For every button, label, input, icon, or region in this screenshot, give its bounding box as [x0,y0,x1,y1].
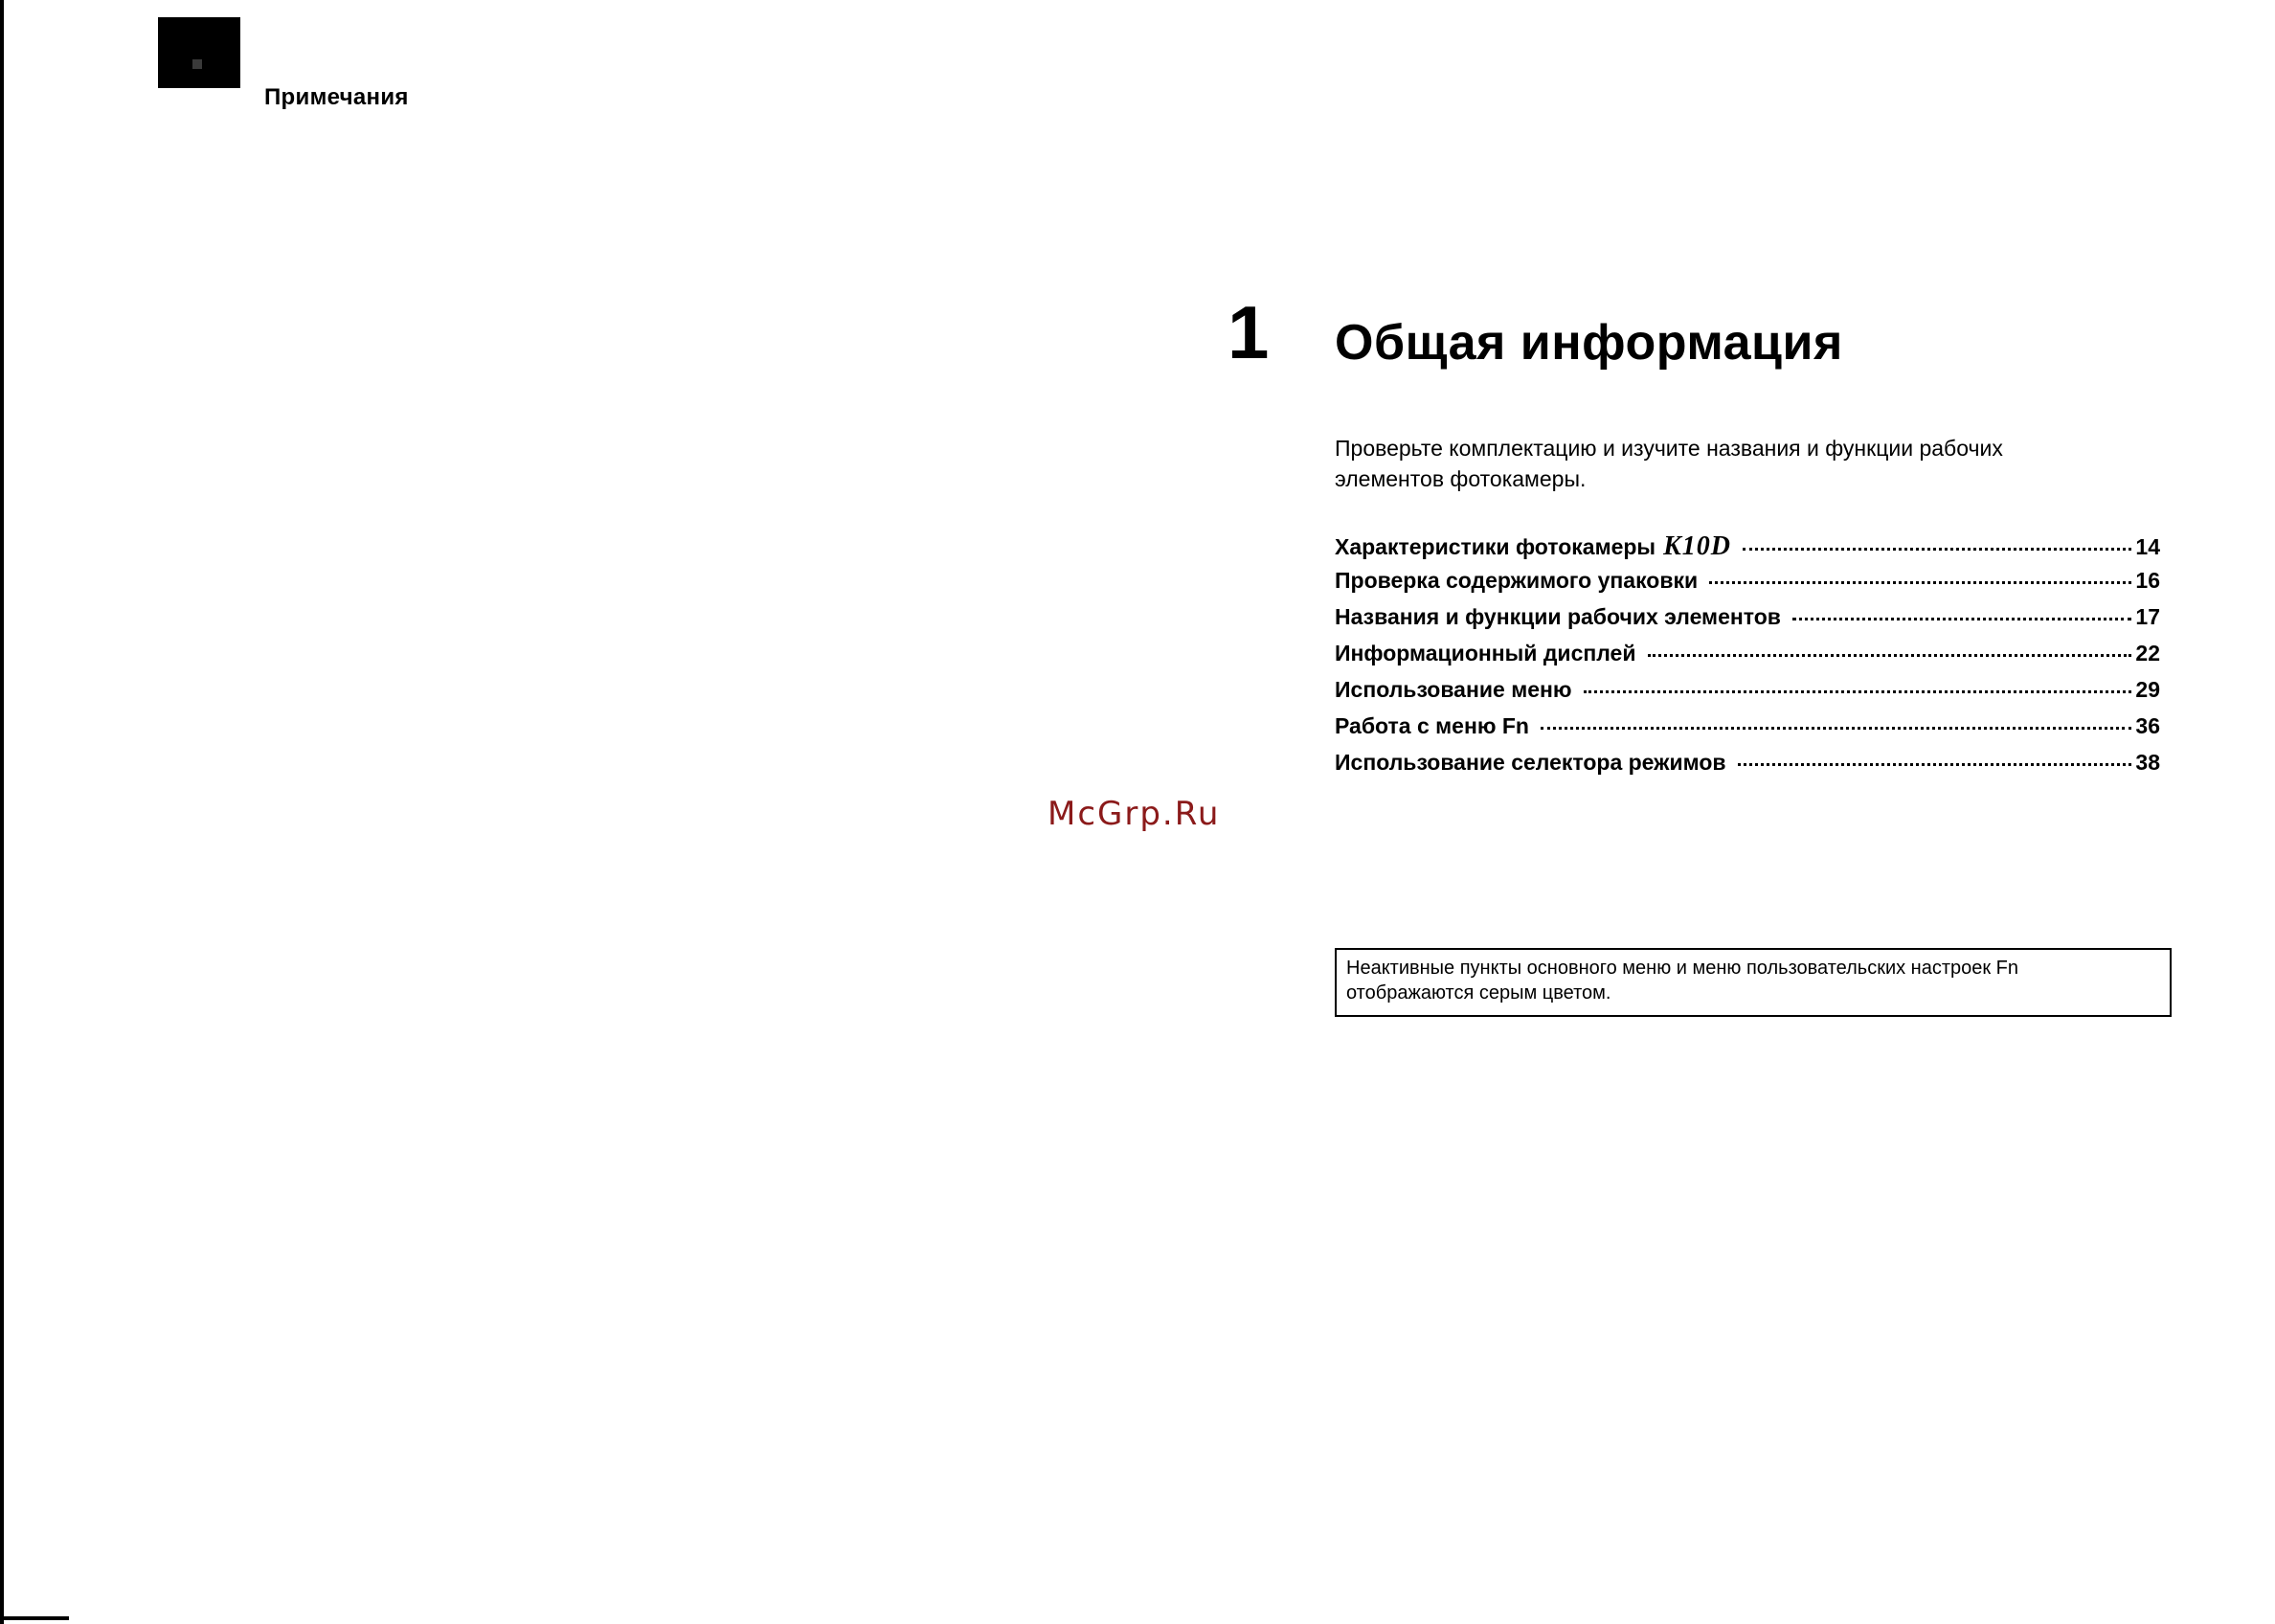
toc-entry-mode-dial[interactable] [1335,750,2160,786]
toc-entry-camera-features[interactable] [1335,531,2160,568]
camera-model-logo: K10D [1663,531,1731,561]
note-box [1335,948,2172,1017]
watermark: McGrp.Ru [1047,795,1221,833]
toc-entry-label: Характеристики фотокамеры [1335,534,1656,559]
toc-entry-page: 29 [2135,677,2160,702]
toc-entry-page: 17 [2135,604,2160,629]
toc-dot-leader [1738,763,2132,766]
toc-dot-leader [1743,548,2131,551]
toc-entry-label: Названия и функции рабочих элементов [1335,604,1781,629]
notes-heading: Примечания [264,84,409,110]
toc-entry-label: Использование меню [1335,677,1572,702]
chapter-title: Общая информация [1335,315,1843,371]
toc-entry-page: 14 [2135,534,2160,559]
toc-entry-using-menu[interactable] [1335,677,2160,713]
toc-entry-page: 36 [2135,713,2160,738]
toc-entry-label: Информационный дисплей [1335,641,1636,665]
toc-dot-leader [1648,654,2132,657]
chapter-intro-line-1: Проверьте комплектацию и изучите названия и функции рабочих [1335,436,2003,461]
toc-dot-leader [1709,581,2131,584]
toc-entry-names-and-functions[interactable] [1335,604,2160,641]
chapter-intro-line-2: элементов фотокамеры. [1335,466,1587,491]
page-tab-marker [158,17,240,88]
scan-left-edge [0,0,4,1624]
toc-entry-fn-menu[interactable] [1335,713,2160,750]
toc-entry-page: 38 [2135,750,2160,775]
toc-entry-info-display[interactable] [1335,641,2160,677]
toc-entry-label: Использование селектора режимов [1335,750,1726,775]
table-of-contents [1335,531,2160,786]
toc-dot-leader [1541,727,2131,730]
chapter-number: 1 [1228,290,1270,374]
toc-entry-page: 22 [2135,641,2160,665]
toc-entry-page: 16 [2135,568,2160,593]
note-line-1: Неактивные пункты основного меню и меню пользовательских настроек Fn [1346,958,2019,979]
toc-dot-leader [1792,618,2131,620]
chapter-intro [1335,433,2196,494]
scan-bottom-corner [0,1616,69,1620]
toc-dot-leader [1584,690,2132,693]
toc-entry-label: Работа с меню Fn [1335,713,1529,738]
toc-entry-package-contents[interactable] [1335,568,2160,604]
toc-entry-label: Проверка содержимого упаковки [1335,568,1699,593]
note-line-2: отображаются серым цветом. [1346,982,1611,1004]
